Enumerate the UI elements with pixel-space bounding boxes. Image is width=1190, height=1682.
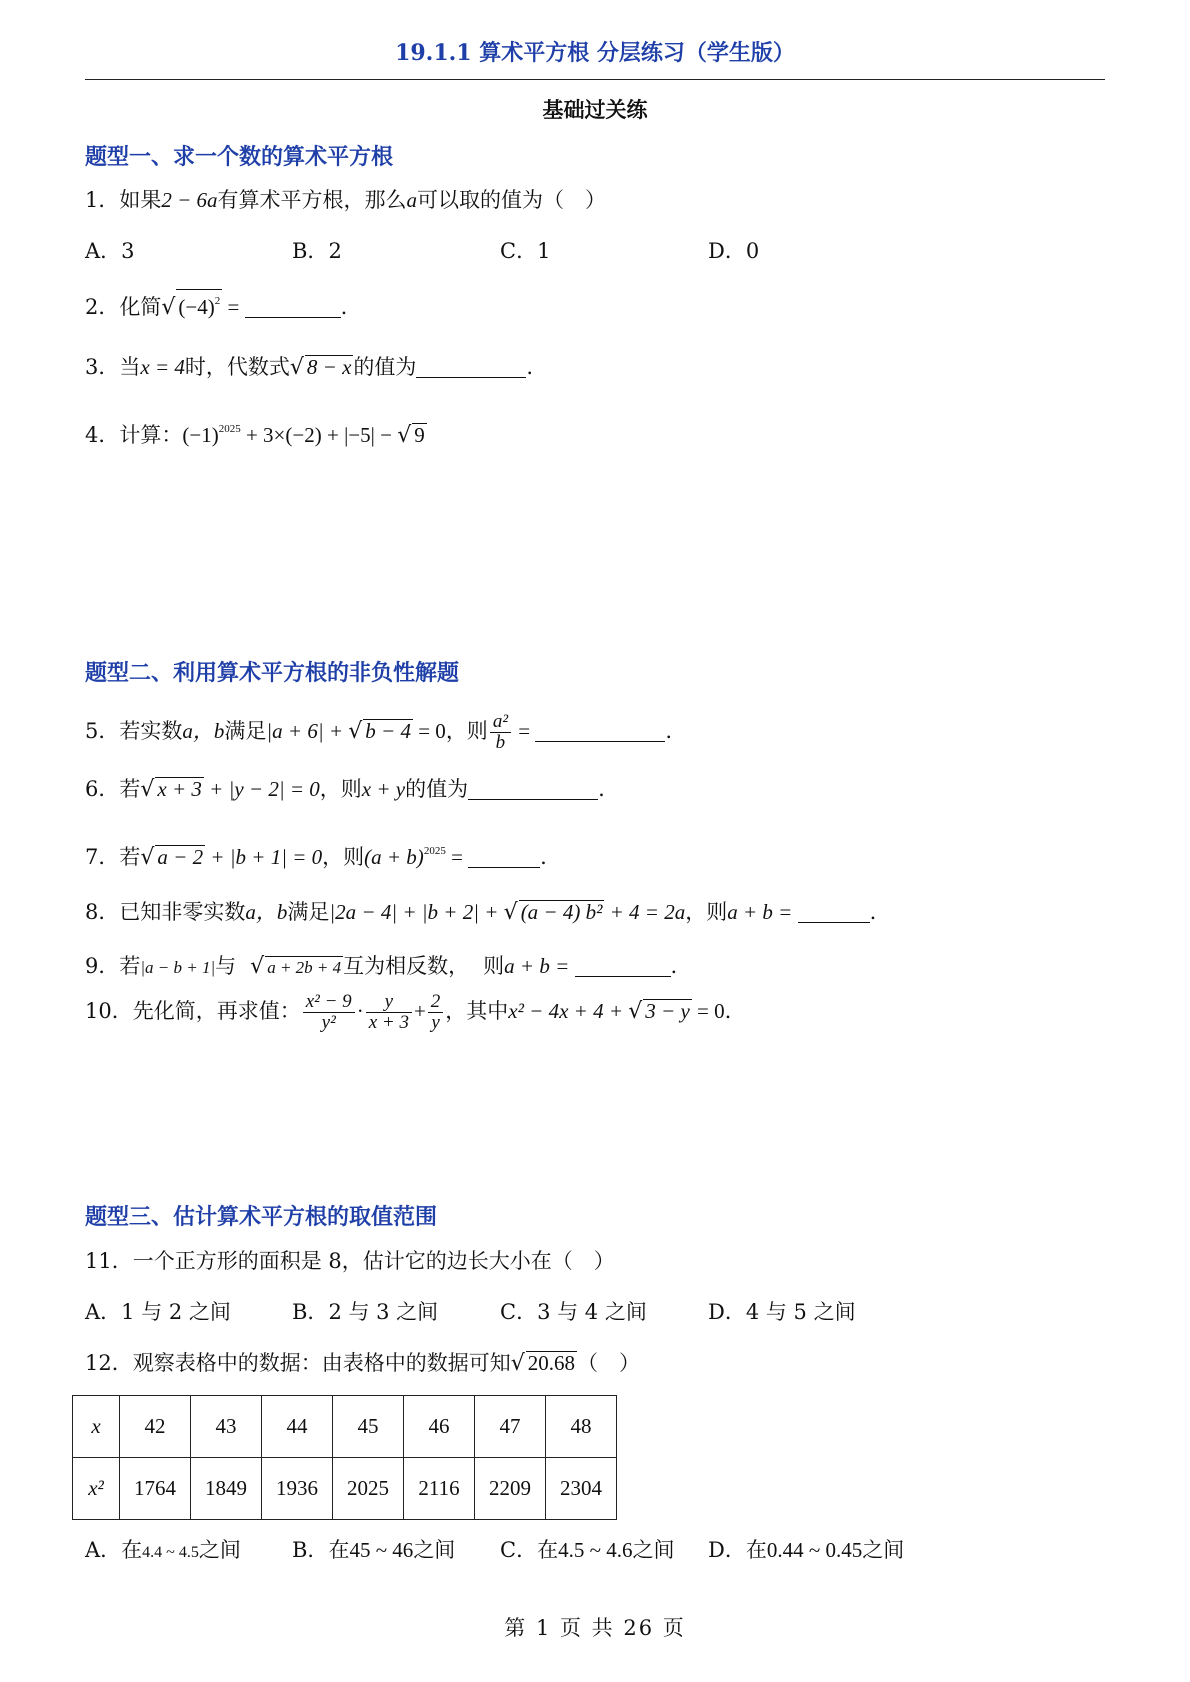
question-3: 3．当x = 4时，代数式√ 8 − x的值为 . <box>85 355 534 380</box>
answer-blank[interactable] <box>245 297 341 318</box>
answer-blank[interactable] <box>468 779 598 800</box>
radicand: 20.68 <box>527 1351 576 1375</box>
question-7: 7．若√ a − 2 + |b + 1| = 0，则$(a + b)^{2025}$ = . <box>85 845 547 870</box>
table-cell: 2304 <box>546 1458 617 1520</box>
table-cell: 1764 <box>120 1458 191 1520</box>
option-b[interactable]: B．在45 ~ 46之间 <box>292 1538 456 1562</box>
table-cell: 43 <box>191 1396 262 1458</box>
table-row <box>73 1458 617 1520</box>
option-b[interactable]: B．2 <box>292 239 342 263</box>
question-text: 如果 <box>119 188 162 212</box>
table-row <box>73 1396 617 1458</box>
fraction: $\frac{2}{y}$ <box>428 992 444 1033</box>
question-11: 11．一个正方形的面积是 8，估计它的边长大小在（ ） <box>85 1249 615 1273</box>
question-12: 12．观察表格中的数据：由表格中的数据可知√ 20.68（ ） <box>85 1351 641 1376</box>
table-cell: 48 <box>546 1396 617 1458</box>
question-10: 10．先化简，再求值： $\frac{\text{x² − 9}}{\text{y²}}$ · $\frac{y}{x + 3}$ + $\frac{2}{y}$ ，其中x² − 4x + 4 + √ 3 − y = 0. <box>85 991 732 1033</box>
table-row-header: x² <box>73 1458 120 1520</box>
table-cell: 45 <box>333 1396 404 1458</box>
table-cell: 47 <box>475 1396 546 1458</box>
table-cell: 2025 <box>333 1458 404 1520</box>
section-heading-2: 题型二、利用算术平方根的非负性解题 <box>85 660 460 686</box>
fraction: $\frac{\text{x² − 9}}{\text{y²}}$ <box>303 992 355 1033</box>
fraction: $\frac{y}{x + 3}$ <box>366 992 412 1033</box>
option-a[interactable]: A．1 与 2 之间 <box>85 1300 231 1324</box>
question-2: 2．化简√ $(-4)^2$ = . <box>85 289 347 323</box>
radicand: b − 4 <box>365 719 411 743</box>
option-d[interactable]: D．在0.44 ~ 0.45之间 <box>708 1538 905 1562</box>
title-divider <box>85 79 1105 80</box>
radicand: (a − 4) b² <box>520 900 603 924</box>
table-cell: 2116 <box>404 1458 475 1520</box>
page-footer: 第 1 页 共 26 页 <box>504 1616 686 1640</box>
question-1 <box>85 185 606 215</box>
question-6: 6．若√ x + 3 + |y − 2| = 0，则x + y的值为 . <box>85 777 605 802</box>
radical-sign: √ <box>510 1351 525 1376</box>
table-cell: 2209 <box>475 1458 546 1520</box>
radicand: x + 3 <box>157 777 202 801</box>
answer-blank[interactable] <box>416 357 526 378</box>
math-variable: a <box>406 188 418 212</box>
radical-sign: √ <box>140 777 155 802</box>
radical-sign: √ <box>250 954 265 979</box>
section-heading-1: 题型一、求一个数的算术平方根 <box>85 144 394 170</box>
option-d[interactable]: D．0 <box>708 239 760 263</box>
question-8: 8．已知非零实数a，b满足|2a − 4| + |b + 2| + √ (a − 4) b² + 4 = 2a，则a + b = . <box>85 900 877 925</box>
question-text: 有算术平方根，那么 <box>217 188 407 212</box>
option-a[interactable]: A．在4.4 ~ 4.5之间 <box>85 1538 241 1562</box>
answer-blank[interactable] <box>575 956 671 977</box>
radical-sign: √ <box>397 423 412 448</box>
radicand: a + 2b + 4 <box>267 958 342 977</box>
radicand: 9 <box>414 423 425 447</box>
question-9: 9．若|a − b + 1|与 √ a + 2b + 4互为相反数， 则a + b = . <box>85 954 678 979</box>
table-row-header: x <box>73 1396 120 1458</box>
radicand: $(-4)^2$ <box>176 289 222 318</box>
option-c[interactable]: C．3 与 4 之间 <box>500 1300 647 1324</box>
math-expression: 2 − 6a <box>161 188 218 212</box>
radicand: 3 − y <box>645 999 690 1023</box>
option-a[interactable]: A．3 <box>85 239 135 263</box>
option-d[interactable]: D．4 与 5 之间 <box>708 1300 856 1324</box>
level-heading: 基础过关练 <box>542 97 648 122</box>
answer-blank[interactable] <box>535 721 665 742</box>
section-heading-3: 题型三、估计算术平方根的取值范围 <box>85 1204 438 1230</box>
radical-sign: √ <box>140 845 155 870</box>
question-5: 5．若实数a，b满足|a + 6| + √ b − 4 = 0，则 $\frac{\text{a²}}{b}$ = . <box>85 711 673 753</box>
fraction: $\frac{\text{a²}}{b}$ <box>490 712 511 753</box>
radical-sign: √ <box>348 719 363 744</box>
question-number: 1． <box>85 188 120 212</box>
answer-blank[interactable] <box>798 902 870 923</box>
radical-sign: √ <box>628 999 643 1024</box>
table-cell: 1849 <box>191 1458 262 1520</box>
option-c[interactable]: C．在4.5 ~ 4.6之间 <box>500 1538 675 1562</box>
table-cell: 1936 <box>262 1458 333 1520</box>
question-text: 可以取的值为（ ） <box>417 188 607 212</box>
radicand: 8 − x <box>306 355 352 379</box>
radical-sign: √ <box>503 900 518 925</box>
table-cell: 42 <box>120 1396 191 1458</box>
answer-blank[interactable] <box>468 847 540 868</box>
option-c[interactable]: C．1 <box>500 239 551 263</box>
data-table <box>72 1395 617 1520</box>
question-4: 4．计算：$(-1)^{2025} + 3\times(-2) + |-5|$ − √ 9 <box>85 423 425 448</box>
option-b[interactable]: B．2 与 3 之间 <box>292 1300 439 1324</box>
document-title: 19.1.1 算术平方根 分层练习（学生版） <box>395 40 795 66</box>
radical-sign: √ <box>161 295 176 320</box>
table-cell: 46 <box>404 1396 475 1458</box>
radical-sign: √ <box>289 355 304 380</box>
radicand: a − 2 <box>157 845 204 869</box>
table-cell: 44 <box>262 1396 333 1458</box>
